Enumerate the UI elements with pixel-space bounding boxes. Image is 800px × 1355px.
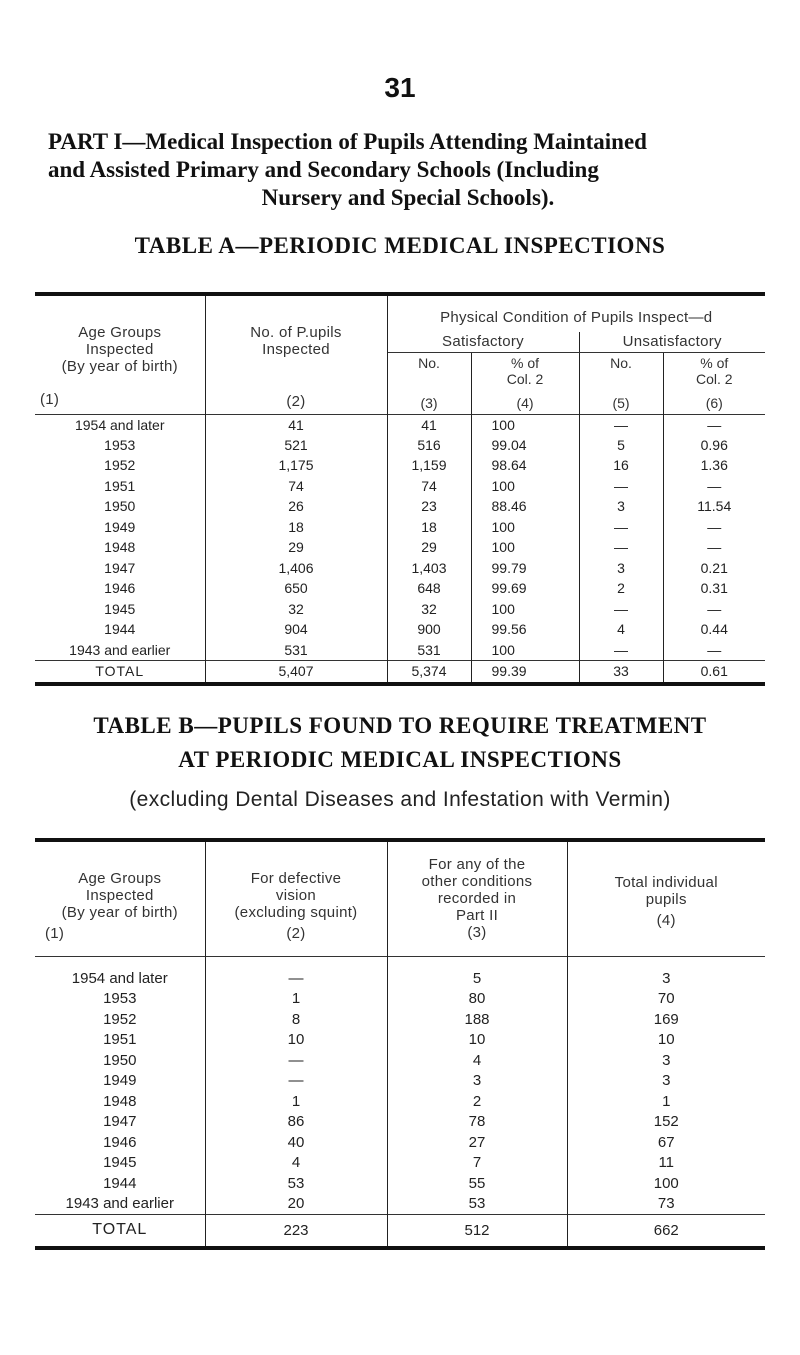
unsatisfactory-percent: — [707, 416, 722, 433]
part-heading-line3: Nursery and Special Schools). [261, 185, 555, 210]
other-conditions-count: 3 [387, 1071, 567, 1092]
defective-vision-count: 1 [205, 1091, 387, 1112]
satisfactory-percent: 99.69 [471, 578, 579, 599]
inspected-count: 531 [205, 640, 387, 661]
col6-number: (6) [705, 394, 723, 411]
satisfactory-count: 18 [387, 517, 471, 538]
inspected-count: 1,175 [205, 455, 387, 476]
table-row [35, 578, 765, 599]
other-conditions-count: 80 [387, 989, 567, 1010]
unsat-pct-header: % of Col. 2 [695, 354, 733, 387]
age-group: 1948 [35, 537, 205, 558]
total-individual-pupils: 100 [653, 1174, 679, 1192]
age-group: 1949 [35, 1071, 205, 1092]
table-a-col2-header: No. of P.upils Inspected (2) [205, 294, 387, 414]
table-b-col3-header: For any of the other conditions recorded in Part II (3) [387, 840, 567, 956]
satisfactory-percent: 100 [471, 537, 579, 558]
table-row [35, 1112, 765, 1133]
inspected-count: 74 [205, 476, 387, 497]
unsatisfactory-count: 5 [579, 435, 663, 456]
total-inspected: 5,407 [205, 660, 387, 684]
satisfactory-percent: 100 [471, 476, 579, 497]
inspected-count: 650 [205, 578, 387, 599]
table-row [35, 537, 765, 558]
table-b-title-line1: TABLE B—PUPILS FOUND TO REQUIRE TREATMENT [93, 713, 707, 738]
unsatisfactory-percent: 0.44 [700, 621, 728, 638]
unsatisfactory-count: — [579, 476, 663, 497]
age-group: 1951 [35, 1030, 205, 1051]
age-group: 1953 [35, 435, 205, 456]
table-b-total-vision: 223 [205, 1214, 387, 1248]
total-individual-pupils: 73 [657, 1195, 675, 1212]
total-individual-pupils: 169 [653, 1010, 679, 1028]
other-conditions-count: 53 [387, 1194, 567, 1215]
unsatisfactory-percent: — [707, 600, 722, 617]
table-b-col2-header: For defective vision (excluding squint) (2) [205, 840, 387, 956]
total-individual-pupils: 3 [662, 1051, 671, 1069]
unsatisfactory-percent: 11.54 [697, 498, 732, 515]
unsatisfactory-percent: 1.36 [700, 457, 728, 474]
total-individual-pupils: 3 [662, 969, 671, 987]
table-row [35, 619, 765, 640]
unsatisfactory-percent: 0.31 [700, 580, 728, 597]
satisfactory-count: 23 [387, 496, 471, 517]
other-conditions-count: 7 [387, 1153, 567, 1174]
table-a-title: TABLE A—PERIODIC MEDICAL INSPECTIONS [134, 233, 666, 258]
col4-number: (4) [471, 392, 579, 414]
table-a-col1-header: Age Groups Inspected (By year of birth) (1) [35, 294, 205, 414]
satisfactory-percent: 100 [471, 640, 579, 661]
age-group: 1943 and earlier [35, 640, 205, 661]
table-b-total-other: 512 [387, 1214, 567, 1248]
inspected-count: 521 [205, 435, 387, 456]
inspected-count: 26 [205, 496, 387, 517]
part-heading [48, 128, 768, 212]
defective-vision-count: 10 [205, 1030, 387, 1051]
other-conditions-count: 2 [387, 1091, 567, 1112]
table-row [35, 989, 765, 1010]
unsatisfactory-header: Unsatisfactory [579, 332, 765, 352]
other-conditions-count: 188 [387, 1009, 567, 1030]
satisfactory-count: 531 [387, 640, 471, 661]
col5-number: (5) [579, 392, 663, 414]
sat-no-header: No. [387, 352, 471, 392]
page-number: 31 [384, 72, 416, 103]
table-row [35, 1030, 765, 1051]
age-group: 1943 and earlier [35, 1194, 205, 1215]
unsatisfactory-count: 16 [579, 455, 663, 476]
table-b-title [40, 712, 760, 774]
satisfactory-count: 900 [387, 619, 471, 640]
other-conditions-count: 78 [387, 1112, 567, 1133]
satisfactory-count: 32 [387, 599, 471, 620]
total-label: TOTAL [35, 660, 205, 684]
table-row [35, 1071, 765, 1092]
satisfactory-percent: 98.64 [471, 455, 579, 476]
age-group: 1946 [35, 1132, 205, 1153]
inspected-count: 18 [205, 517, 387, 538]
table-row [35, 1009, 765, 1030]
table-b-total-label: TOTAL [35, 1214, 205, 1248]
other-conditions-count: 10 [387, 1030, 567, 1051]
unsatisfactory-percent: — [707, 477, 722, 494]
inspected-count: 1,406 [205, 558, 387, 579]
total-individual-pupils: 3 [662, 1072, 671, 1090]
table-a-total-row [35, 660, 765, 684]
table-row [35, 968, 765, 989]
defective-vision-count: — [205, 1050, 387, 1071]
table-b-total-total: 662 [653, 1221, 679, 1239]
unsatisfactory-count: — [579, 599, 663, 620]
table-row [35, 414, 765, 435]
unsatisfactory-count: 3 [579, 496, 663, 517]
total-individual-pupils: 1 [662, 1092, 671, 1110]
table-b-col4-header: Total individual pupils (4) [614, 874, 718, 930]
other-conditions-count: 27 [387, 1132, 567, 1153]
part-heading-line2: and Assisted Primary and Secondary Schools (Including [48, 157, 599, 182]
satisfactory-count: 516 [387, 435, 471, 456]
total-individual-pupils: 152 [653, 1113, 679, 1131]
defective-vision-count: 8 [205, 1009, 387, 1030]
inspected-count: 32 [205, 599, 387, 620]
unsatisfactory-count: 2 [579, 578, 663, 599]
table-b-total-row [35, 1214, 765, 1248]
table-row [35, 517, 765, 538]
table-row [35, 1194, 765, 1215]
age-group: 1952 [35, 1009, 205, 1030]
unsatisfactory-count: — [579, 517, 663, 538]
table-row [35, 1091, 765, 1112]
table-b [35, 838, 765, 1250]
unsat-no-header: No. [579, 352, 663, 392]
total-individual-pupils: 11 [658, 1154, 675, 1172]
table-row [35, 1132, 765, 1153]
satisfactory-count: 1,159 [387, 455, 471, 476]
age-group: 1949 [35, 517, 205, 538]
table-row [35, 455, 765, 476]
table-row [35, 1050, 765, 1071]
defective-vision-count: — [205, 968, 387, 989]
table-b-subtitle: (excluding Dental Diseases and Infestation with Vermin) [129, 788, 671, 811]
col3-number: (3) [387, 392, 471, 414]
age-group: 1947 [35, 558, 205, 579]
age-group: 1950 [35, 496, 205, 517]
defective-vision-count: 86 [205, 1112, 387, 1133]
total-individual-pupils: 70 [657, 990, 675, 1008]
satisfactory-percent: 99.56 [471, 619, 579, 640]
age-group: 1954 and later [35, 968, 205, 989]
satisfactory-percent: 99.04 [471, 435, 579, 456]
satisfactory-percent: 99.79 [471, 558, 579, 579]
age-group: 1947 [35, 1112, 205, 1133]
satisfactory-count: 1,403 [387, 558, 471, 579]
unsatisfactory-count: — [579, 537, 663, 558]
other-conditions-count: 55 [387, 1173, 567, 1194]
unsatisfactory-percent: — [707, 518, 722, 535]
other-conditions-count: 5 [387, 968, 567, 989]
satisfactory-count: 74 [387, 476, 471, 497]
defective-vision-count: 40 [205, 1132, 387, 1153]
defective-vision-count: 1 [205, 989, 387, 1010]
table-a-body [35, 414, 765, 660]
table-row [35, 558, 765, 579]
table-row [35, 1153, 765, 1174]
physical-condition-header: Physical Condition of Pupils Inspect—d [440, 308, 713, 326]
total-individual-pupils: 67 [657, 1133, 675, 1151]
satisfactory-count: 29 [387, 537, 471, 558]
table-row [35, 435, 765, 456]
age-group: 1945 [35, 1153, 205, 1174]
satisfactory-percent: 88.46 [471, 496, 579, 517]
satisfactory-count: 648 [387, 578, 471, 599]
total-individual-pupils: 10 [657, 1031, 675, 1049]
defective-vision-count: 4 [205, 1153, 387, 1174]
total-unsat-pct: 0.61 [700, 663, 728, 680]
age-group: 1944 [35, 619, 205, 640]
satisfactory-header: Satisfactory [387, 332, 579, 352]
table-b-title-line2: AT PERIODIC MEDICAL INSPECTIONS [178, 747, 622, 772]
age-group: 1946 [35, 578, 205, 599]
sat-pct-header: % of Col. 2 [471, 352, 579, 392]
satisfactory-percent: 100 [471, 599, 579, 620]
table-row [35, 599, 765, 620]
defective-vision-count: 20 [205, 1194, 387, 1215]
satisfactory-percent: 100 [471, 517, 579, 538]
defective-vision-count: 53 [205, 1173, 387, 1194]
unsatisfactory-count: 3 [579, 558, 663, 579]
inspected-count: 41 [205, 414, 387, 435]
table-a [35, 292, 765, 686]
total-sat-no: 5,374 [387, 660, 471, 684]
satisfactory-percent: 100 [471, 414, 579, 435]
age-group: 1948 [35, 1091, 205, 1112]
unsatisfactory-percent: — [707, 641, 722, 658]
age-group: 1953 [35, 989, 205, 1010]
table-row [35, 640, 765, 661]
age-group: 1945 [35, 599, 205, 620]
age-group: 1951 [35, 476, 205, 497]
unsatisfactory-percent: 0.96 [700, 436, 728, 453]
age-group: 1952 [35, 455, 205, 476]
age-group: 1954 and later [35, 414, 205, 435]
age-group: 1950 [35, 1050, 205, 1071]
table-row [35, 476, 765, 497]
other-conditions-count: 4 [387, 1050, 567, 1071]
total-unsat-no: 33 [579, 660, 663, 684]
satisfactory-count: 41 [387, 414, 471, 435]
part-heading-line1: PART I—Medical Inspection of Pupils Attending Maintained [48, 129, 647, 154]
inspected-count: 29 [205, 537, 387, 558]
defective-vision-count: — [205, 1071, 387, 1092]
unsatisfactory-count: 4 [579, 619, 663, 640]
age-group: 1944 [35, 1173, 205, 1194]
table-row [35, 1173, 765, 1194]
unsatisfactory-count: — [579, 640, 663, 661]
table-b-body [35, 968, 765, 1214]
inspected-count: 904 [205, 619, 387, 640]
unsatisfactory-count: — [579, 414, 663, 435]
table-row [35, 496, 765, 517]
table-b-col1-header: Age Groups Inspected (By year of birth) (1) [35, 840, 205, 956]
total-sat-pct: 99.39 [471, 660, 579, 684]
unsatisfactory-percent: 0.21 [700, 559, 728, 576]
unsatisfactory-percent: — [707, 539, 722, 556]
